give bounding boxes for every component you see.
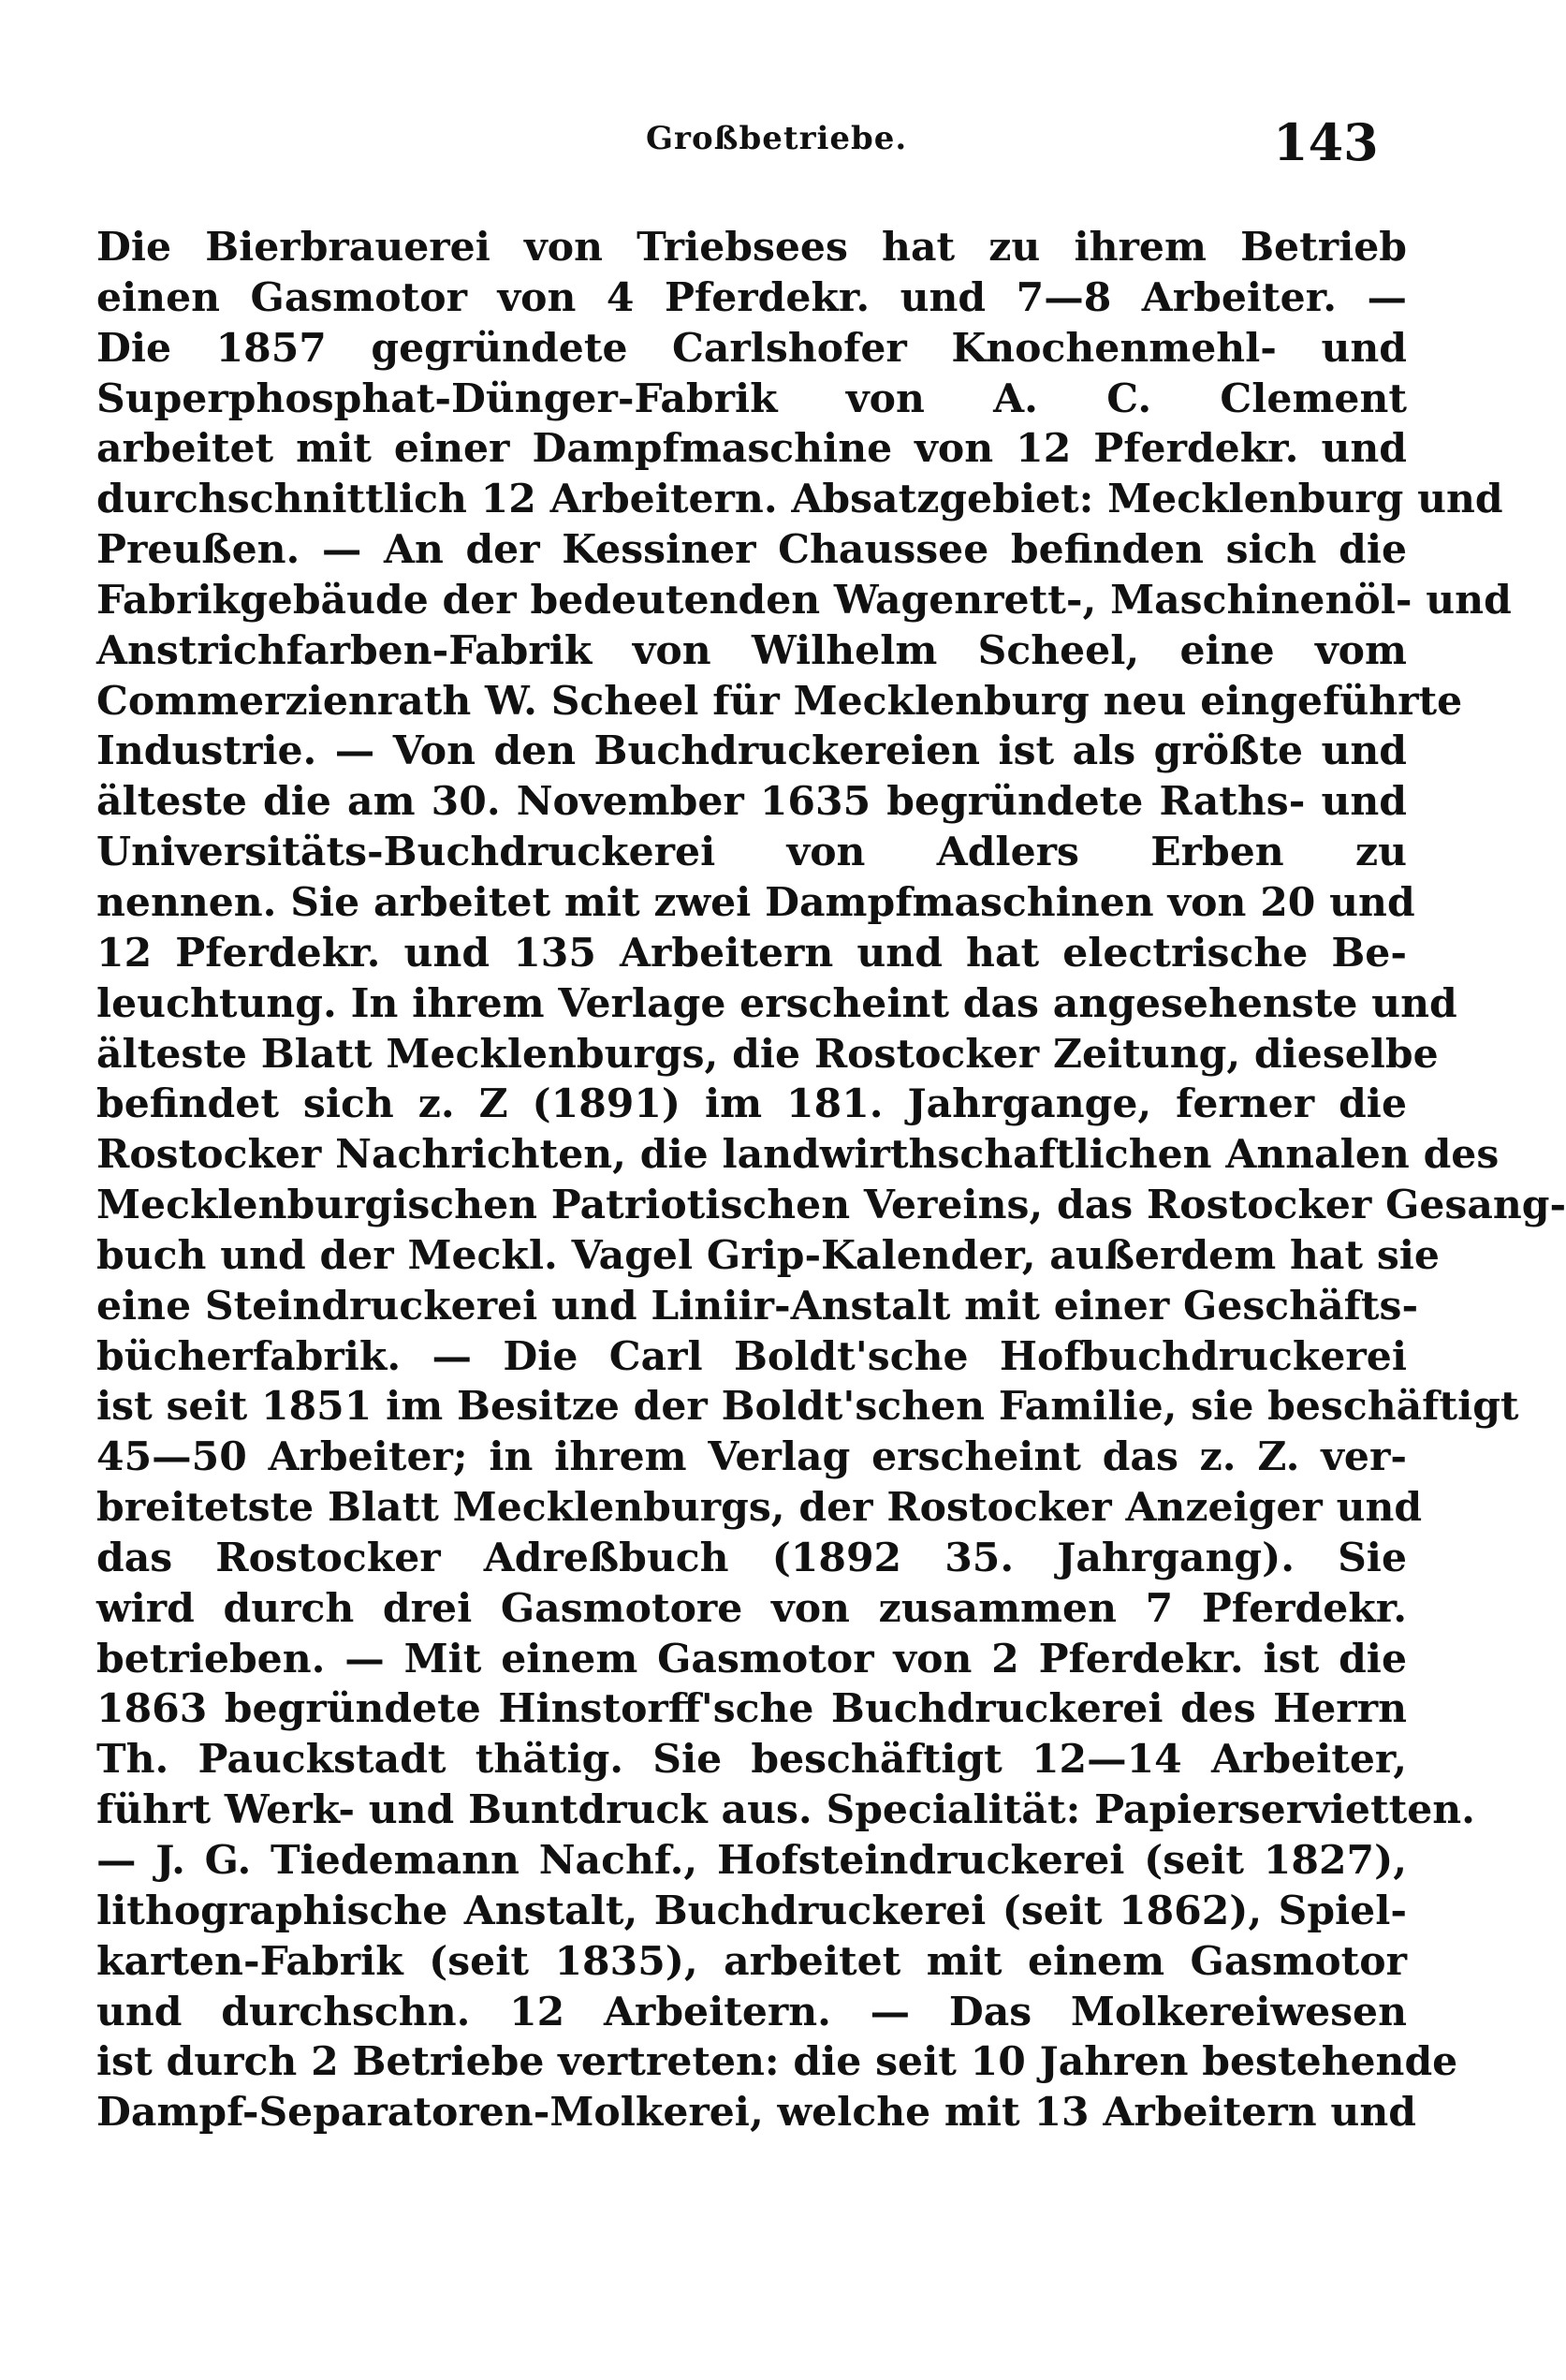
text-line: durchschnittlich 12 Arbeitern. Absatzgebiet: Mecklenburg und (96, 476, 1503, 523)
running-head: Großbetriebe. (646, 120, 908, 157)
text-line: Fabrikgebäude der bedeutenden Wagenrett-, Maschinenöl- und (96, 576, 1512, 624)
page-number: 143 (1273, 112, 1379, 172)
text-line: 12 Pferdekr. und 135 Arbeitern und hat electrische Be- (96, 929, 1407, 977)
text-line: Industrie. — Von den Buchdruckereien ist als größte und (96, 727, 1407, 775)
text-line: einen Gasmotor von 4 Pferdekr. und 7—8 Arbeiter. — (96, 273, 1407, 321)
text-line: das Rostocker Adreßbuch (1892 35. Jahrgang). Sie (96, 1534, 1407, 1581)
text-line: ist seit 1851 im Besitze der Boldt'schen Familie, sie beschäftigt (96, 1383, 1519, 1431)
text-line: bücherfabrik. — Die Carl Boldt'sche Hofbuchdruckerei (96, 1332, 1407, 1380)
text-line: Die 1857 gegründete Carlshofer Knochenmehl- und (96, 324, 1407, 372)
text-line: arbeitet mit einer Dampfmaschine von 12 Pferdekr. und (96, 425, 1407, 473)
text-line: Die Bierbrauerei von Triebsees hat zu ihrem Betrieb (96, 224, 1407, 271)
body-text (96, 223, 1566, 2138)
text-line: Rostocker Nachrichten, die landwirthschaftlichen Annalen des (96, 1131, 1500, 1179)
text-line: wird durch drei Gasmotore von zusammen 7 Pferdekr. (96, 1584, 1407, 1632)
text-line: führt Werk- und Buntdruck aus. Specialität: Papierservietten. (96, 1786, 1475, 1834)
text-line: buch und der Meckl. Vagel Grip-Kalender, außerdem hat sie (96, 1231, 1440, 1279)
text-line: älteste Blatt Mecklenburgs, die Rostocker Zeitung, dieselbe (96, 1030, 1439, 1078)
text-line: Anstrichfarben-Fabrik von Wilhelm Scheel, eine vom (96, 626, 1407, 674)
text-line: Dampf-Separatoren-Molkerei, welche mit 13 Arbeitern und (96, 2089, 1416, 2137)
text-line: betrieben. — Mit einem Gasmotor von 2 Pferdekr. ist die (96, 1635, 1407, 1682)
text-line: lithographische Anstalt, Buchdruckerei (seit 1862), Spiel- (96, 1887, 1407, 1934)
text-line: befindet sich z. Z (1891) im 181. Jahrgange, ferner die (96, 1080, 1407, 1128)
text-line: Th. Pauckstadt thätig. Sie beschäftigt 12—14 Arbeiter, (96, 1736, 1407, 1784)
text-line: Commerzienrath W. Scheel für Mecklenburg neu eingeführte (96, 677, 1463, 725)
text-line: ist durch 2 Betriebe vertreten: die seit 10 Jahren bestehende (96, 2038, 1458, 2086)
text-line: 45—50 Arbeiter; in ihrem Verlag erscheint das z. Z. ver- (96, 1433, 1407, 1481)
text-line: leuchtung. In ihrem Verlage erscheint das angesehenste und (96, 979, 1457, 1027)
text-line: älteste die am 30. November 1635 begründete Raths- und (96, 778, 1407, 826)
text-line: Mecklenburgischen Patriotischen Vereins, das Rostocker Gesang- (96, 1182, 1566, 1229)
text-line: 1863 begründete Hinstorff'sche Buchdruckerei des Herrn (96, 1685, 1407, 1733)
text-line: — J. G. Tiedemann Nachf., Hofsteindruckerei (seit 1827), (96, 1837, 1407, 1884)
text-line: Universitäts-Buchdruckerei von Adlers Erben zu (96, 829, 1407, 876)
text-line: karten-Fabrik (seit 1835), arbeitet mit einem Gasmotor (96, 1937, 1407, 1985)
text-line: Preußen. — An der Kessiner Chaussee befinden sich die (96, 526, 1407, 574)
text-line: eine Steindruckerei und Liniir-Anstalt mit einer Geschäfts- (96, 1282, 1419, 1330)
text-line: nennen. Sie arbeitet mit zwei Dampfmaschinen von 20 und (96, 878, 1415, 926)
text-line: und durchschn. 12 Arbeitern. — Das Molkereiwesen (96, 1988, 1407, 2035)
text-line: breitetste Blatt Mecklenburgs, der Rostocker Anzeiger und (96, 1484, 1423, 1532)
text-line: Superphosphat-Dünger-Fabrik von A. C. Clement (96, 375, 1407, 422)
